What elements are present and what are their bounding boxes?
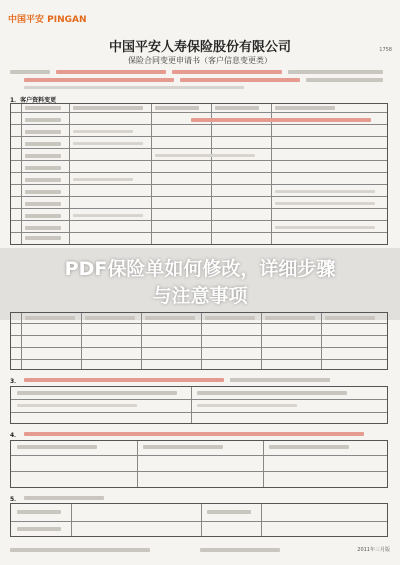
article-title-line-2: 与注意事项 <box>152 285 248 307</box>
section-4-heading: 4． <box>10 432 21 439</box>
customer-info-table <box>10 103 388 245</box>
signature-table <box>10 440 388 488</box>
form-subtitle: 保险合同变更申请书（客户信息变更类） <box>128 56 272 65</box>
section-3-heading: 3． <box>10 378 21 385</box>
account-info-table <box>10 386 388 424</box>
form-title: 中国平安人寿保险股份有限公司 <box>108 40 291 55</box>
form-edition: 2011年三月版 <box>357 547 390 553</box>
section-5-heading: 5． <box>10 496 21 503</box>
pingan-logo: 中国平安 PINGAN <box>8 15 87 25</box>
beneficiary-table <box>10 312 388 370</box>
agent-table <box>10 503 388 537</box>
section-1-heading: 1．客户资料变更 <box>10 97 57 104</box>
article-title-line-1: PDF保险单如何修改，详细步骤 <box>64 258 336 280</box>
form-number: 1758 <box>379 47 392 53</box>
